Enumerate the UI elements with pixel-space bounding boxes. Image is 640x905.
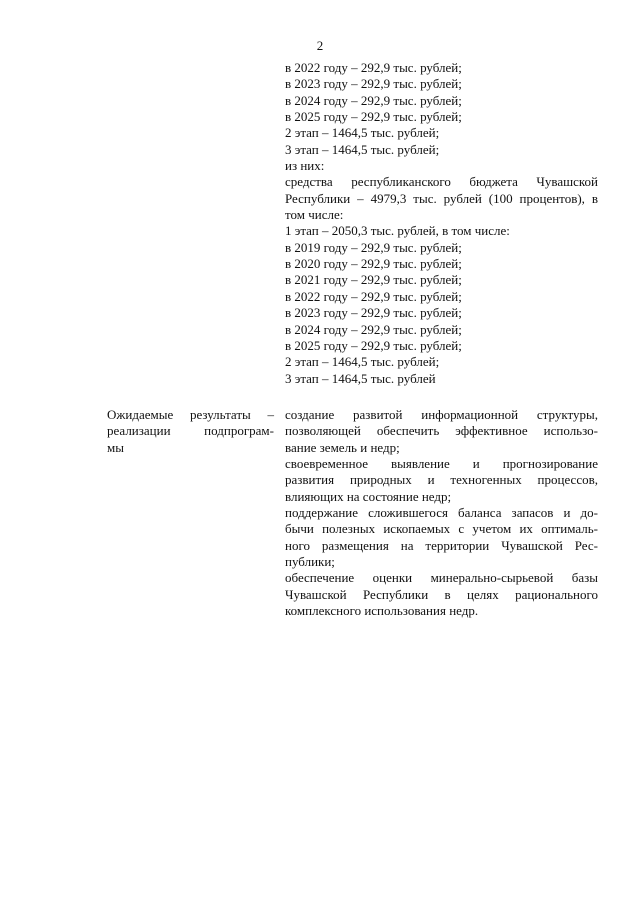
republic-budget-line: средства республиканского бюджета Чувашской (285, 174, 598, 190)
result-line: вание земель и недр; (285, 439, 400, 455)
funding-line: в 2021 году – 292,9 тыс. рублей; (285, 272, 462, 288)
funding-line: 1 этап – 2050,3 тыс. рублей, в том числе: (285, 223, 510, 239)
funding-line: 3 этап – 1464,5 тыс. рублей (285, 370, 436, 386)
funding-line: из них: (285, 158, 325, 174)
result-line: Чувашской Республики в целях рационального (285, 586, 598, 602)
funding-line: в 2020 году – 292,9 тыс. рублей; (285, 256, 462, 272)
label-line: реализации подпрограм- (107, 423, 274, 439)
funding-line: в 2022 году – 292,9 тыс. рублей; (285, 288, 462, 304)
label-line: мы (107, 439, 124, 455)
funding-line: в 2023 году – 292,9 тыс. рублей; (285, 305, 462, 321)
funding-line: в 2024 году – 292,9 тыс. рублей; (285, 92, 462, 108)
result-line: бычи полезных ископаемых с учетом их оптималь- (285, 521, 598, 537)
funding-line: 3 этап – 1464,5 тыс. рублей; (285, 141, 440, 157)
republic-budget-line: том числе: (285, 207, 344, 223)
label-line: Ожидаемые результаты – (107, 407, 274, 422)
funding-line: 2 этап – 1464,5 тыс. рублей; (285, 354, 440, 370)
result-line: ного размещения на территории Чувашской Рес- (285, 537, 598, 553)
funding-line: в 2025 году – 292,9 тыс. рублей; (285, 109, 462, 125)
result-line: позволяющей обеспечить эффективное использо- (285, 423, 598, 439)
result-line: своевременное выявление и прогнозирование (285, 456, 598, 472)
result-line: комплексного использования недр. (285, 603, 479, 619)
result-line: влияющих на состояние недр; (285, 488, 452, 504)
funding-line: 2 этап – 1464,5 тыс. рублей; (285, 125, 440, 141)
funding-line: в 2019 году – 292,9 тыс. рублей; (285, 239, 462, 255)
expected-results-text (285, 407, 598, 619)
result-line: обеспечение оценки минерально-сырьевой базы (285, 570, 598, 586)
republic-budget-line: Республики – 4979,3 тыс. рублей (100 процентов), в (285, 190, 598, 206)
funding-block (285, 60, 598, 387)
funding-line: в 2024 году – 292,9 тыс. рублей; (285, 321, 462, 337)
page-number: 2 (316, 38, 324, 53)
result-line: поддержание сложившегося баланса запасов и до- (285, 505, 598, 521)
funding-line: в 2023 году – 292,9 тыс. рублей; (285, 76, 462, 92)
expected-results-label (107, 407, 274, 456)
result-line: публики; (285, 554, 335, 570)
funding-line: в 2025 году – 292,9 тыс. рублей; (285, 337, 462, 353)
result-line: создание развитой информационной структуры, (285, 407, 598, 422)
result-line: развития природных и техногенных процессов, (285, 472, 598, 488)
funding-line: в 2022 году – 292,9 тыс. рублей; (285, 60, 462, 75)
